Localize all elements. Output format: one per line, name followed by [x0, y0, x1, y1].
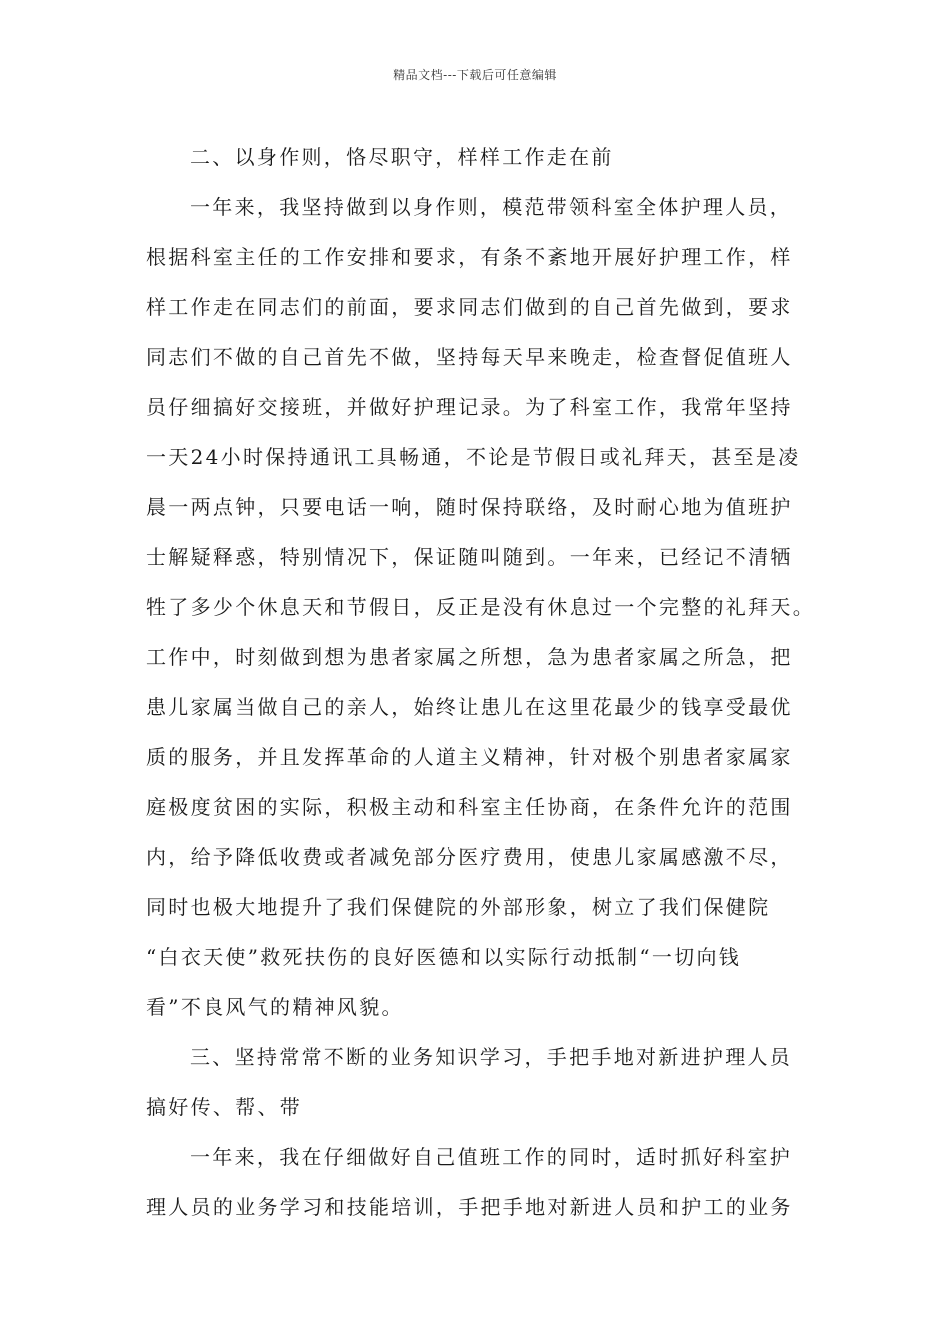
paragraph-line: 牲了多少个休息天和节假日，反正是没有休息过一个完整的礼拜天。 — [146, 595, 815, 619]
page-header: 精品文档---下载后可任意编辑 — [393, 68, 557, 82]
section-heading-3: 三、坚持常常不断的业务知识学习，手把手地对新进护理人员 — [190, 1045, 793, 1069]
paragraph-line: 一年来，我在仔细做好自己值班工作的同时，适时抓好科室护 — [190, 1145, 793, 1169]
paragraph-line: 看”不良风气的精神风貌。 — [146, 995, 404, 1019]
paragraph-line: 庭极度贫困的实际，积极主动和科室主任协商，在条件允许的范围 — [146, 795, 793, 819]
paragraph-line: 患儿家属当做自己的亲人，始终让患儿在这里花最少的钱享受最优 — [146, 695, 793, 719]
paragraph-line: 理人员的业务学习和技能培训，手把手地对新进人员和护工的业务 — [146, 1195, 793, 1219]
paragraph-line: 根据科室主任的工作安排和要求，有条不紊地开展好护理工作，样 — [146, 245, 793, 269]
paragraph-line: 质的服务，并且发挥革命的人道主义精神，针对极个别患者家属家 — [146, 745, 793, 769]
paragraph-line: 晨一两点钟，只要电话一响，随时保持联络，及时耐心地为值班护 — [146, 495, 793, 519]
document-body — [146, 132, 815, 1232]
paragraph-line: 工作中，时刻做到想为患者家属之所想，急为患者家属之所急，把 — [146, 645, 793, 669]
section-heading-3-continued: 搞好传、帮、带 — [146, 1095, 303, 1119]
paragraph-line: 士解疑释惑，特别情况下，保证随叫随到。一年来，已经记不清牺 — [146, 545, 793, 569]
paragraph-line: 样工作走在同志们的前面，要求同志们做到的自己首先做到，要求 — [146, 295, 793, 319]
section-heading-2: 二、以身作则，恪尽职守，样样工作走在前 — [190, 145, 614, 169]
paragraph-line: 同时也极大地提升了我们保健院的外部形象，树立了我们保健院 — [146, 895, 771, 919]
paragraph-line: 员仔细搞好交接班，并做好护理记录。为了科室工作，我常年坚持 — [146, 395, 793, 419]
paragraph-line: 一年来，我坚持做到以身作则，模范带领科室全体护理人员， — [190, 195, 793, 219]
paragraph-line: 一天24小时保持通讯工具畅通，不论是节假日或礼拜天，甚至是凌 — [146, 445, 801, 469]
paragraph-line: 内，给予降低收费或者减免部分医疗费用，使患儿家属感激不尽， — [146, 845, 793, 869]
paragraph-line: “白衣天使”救死扶伤的良好医德和以实际行动抵制“一切向钱 — [146, 945, 742, 969]
paragraph-line: 同志们不做的自己首先不做，坚持每天早来晚走，检查督促值班人 — [146, 345, 793, 369]
